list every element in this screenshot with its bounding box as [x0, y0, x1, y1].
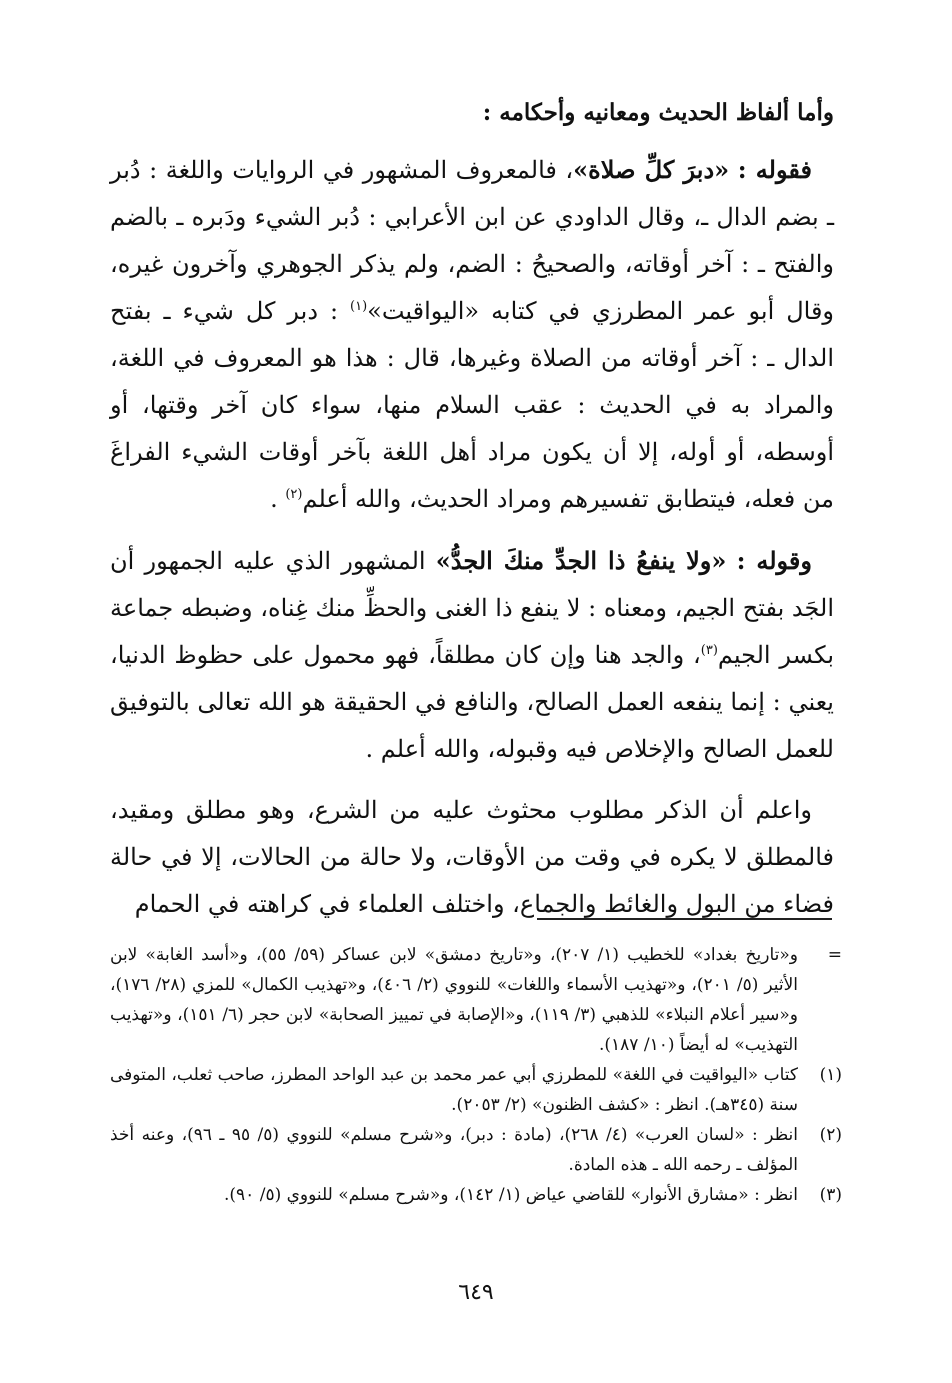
- footnote-text: كتاب «اليواقيت في اللغة» للمطرزي أبي عمر محمد بن عبد الواحد المطرز، صاحب ثعلب، المتوفى سنة (٣٤٥هـ). انظر : «كشف الظنون» (٢/ ٢٠٥٣).: [110, 1065, 798, 1115]
- paragraph-text: المشهور الذي عليه الجمهور أن الجَد بفتح الجيم، ومعناه : لا ينفع ذا الغنى والحظِّ منك غِناه، وضبطه جماعة بكسر الجيم: [110, 546, 835, 669]
- paragraph-jadd: [110, 537, 834, 773]
- page-number: ٦٤٩: [458, 1280, 494, 1305]
- footnotes: [110, 940, 842, 1210]
- footnote-mark: (٢): [819, 1125, 842, 1145]
- page-body: [110, 95, 834, 942]
- footnote-continued: [110, 940, 842, 1060]
- footnote-text: انظر : «مشارق الأنوار» للقاضي عياض (١/ ١٤٢)، و«شرح مسلم» للنووي (٥/ ٩٠).: [224, 1185, 798, 1205]
- footnote-2: [110, 1120, 842, 1180]
- section-heading: وأما ألفاظ الحديث ومعانيه وأحكامه :: [482, 99, 834, 126]
- footnote-ref-2[interactable]: (٢): [285, 486, 303, 502]
- footnote-mark: (٣): [819, 1185, 842, 1205]
- paragraph-text: ، والجد هنا وإن كان مطلقاً، فهو محمول على حظوظ الدنيا، يعني : إنما ينفعه العمل الصالح، والنافع في الحقيقة هو الله تعالى بالتوفيق للعمل الصالح والإخلاص فيه وقبوله، والله أعلم .: [110, 640, 834, 763]
- paragraph-text: .: [270, 484, 286, 513]
- hadith-quote: «ولا ينفعُ ذا الجدِّ منكَ الجدُّ»: [435, 545, 727, 575]
- footnote-text: و«تاريخ بغداد» للخطيب (١/ ٢٠٧)، و«تاريخ دمشق» لابن عساكر (٥٩/ ٥٥)، و«أسد الغابة» لابن الأثير (٥/ ٢٠١)، و«تهذيب الأسماء واللغات» للنووي (٢/ ٤٠٦)، و«تهذيب الكمال» للمزي (٢٨/ ١٧٦)، و«سير أعلام النبلاء» للذهبي (٣/ ١١٩)، و«الإصابة في تمييز الصحابة» لابن حجر (٦/ ١٥١)، و«تهذيب التهذيب» له أيضاً (١٠/ ١٨٧).: [110, 945, 798, 1055]
- hadith-quote: «دبرَ كلِّ صلاة»: [573, 154, 730, 184]
- lead-word: فقوله :: [737, 154, 812, 184]
- paragraph-text: ، فالمعروف المشهور في الروايات واللغة : دُبر ـ بضم الدال ـ، وقال الداودي عن ابن الأعرابي : دُبر الشيء ودَبره ـ بالضم والفتح ـ : آخر أوقاته، والصحيحُ : الضم، ولم يذكر الجوهري وآخرون غيره، وقال أبو عمر المطرزي في كتابه «اليواقيت»: [110, 155, 835, 325]
- paragraph-dhikr: واعلم أن الذكر مطلوب محثوث عليه من الشرع، وهو مطلق ومقيد، فالمطلق لا يكره في وقت من الأوقات، ولا حالة من الحالات، إلا في حالة فضاء من البول والغائط والجماع، واختلف العلماء في كراهته في الحمام: [110, 795, 834, 918]
- footnote-text: انظر : «لسان العرب» (٤/ ٢٦٨)، (مادة : دبر)، و«شرح مسلم» للنووي (٥/ ٩٥ ـ ٩٦)، وعنه أخذ المؤلف ـ رحمه الله ـ هذه المادة.: [110, 1125, 798, 1175]
- footnote-mark: (١): [819, 1065, 842, 1085]
- paragraph-text: : دبر كل شيء ـ بفتح الدال ـ : آخر أوقاته من الصلاة وغيرها، قال : هذا هو المعروف في اللغة، والمراد به في الحديث : عقب السلام منها، سواء كان آخر وقتها، أو أوسطه، أو أوله، إلا أن يكون مراد أهل اللغة بآخر أوقات الشيء الفراغَ من فعله، فيتطابق تفسيرهم ومراد الحديث، والله أعلم: [110, 296, 834, 513]
- footnote-ref-3[interactable]: (٣): [700, 642, 718, 658]
- footnote-3: [110, 1180, 842, 1210]
- paragraph-dubur: [110, 146, 834, 523]
- footnote-1: [110, 1060, 842, 1120]
- lead-word: وقوله :: [736, 545, 812, 575]
- footnote-divider: [537, 918, 832, 920]
- footnote-mark: =: [827, 945, 842, 965]
- footnote-ref-1[interactable]: (١): [350, 298, 368, 314]
